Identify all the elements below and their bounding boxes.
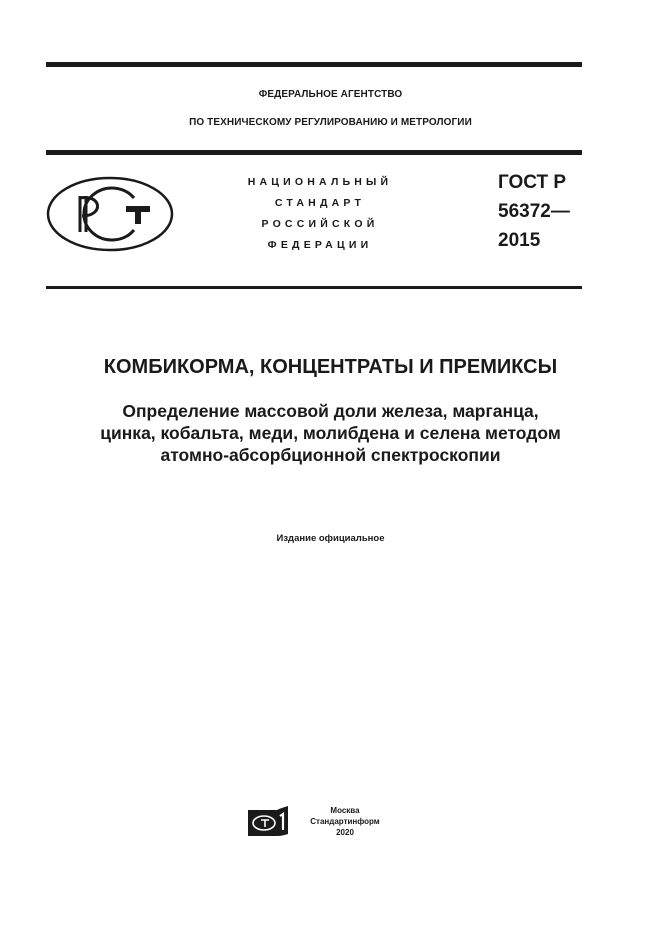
publisher-city: Москва [330,806,360,815]
rst-logo-icon [46,176,174,252]
subtitle-line: атомно-абсорбционной спектроскопии [160,445,501,465]
gost-designation [498,168,570,255]
top-rule [46,62,582,67]
publisher-name: Стандартинформ [310,817,380,826]
upper-standard-rule [46,150,582,155]
subtitle-line: цинка, кобальта, меди, молибдена и селена методом [100,423,561,443]
gost-line: 56372— [498,201,570,222]
gost-line: ГОСТ Р [498,172,567,193]
national-standard-label [240,172,400,256]
agency-line-1: ФЕДЕРАЛЬНОЕ АГЕНТСТВО [258,89,403,100]
publisher-info [300,805,390,838]
gost-line: 2015 [498,230,541,251]
lower-standard-rule [46,286,582,289]
agency-line-2: ПО ТЕХНИЧЕСКОМУ РЕГУЛИРОВАНИЮ И МЕТРОЛОГИИ [189,117,472,128]
document-title: КОМБИКОРМА, КОНЦЕНТРАТЫ И ПРЕМИКСЫ [103,356,558,378]
national-line: НАЦИОНАЛЬНЫЙ [247,176,393,188]
standartinform-logo-icon [247,806,289,836]
subtitle-line: Определение массовой доли железа, марганца, [122,401,539,421]
publication-year: 2020 [336,828,354,837]
national-line: СТАНДАРТ [274,197,366,209]
document-subtitle [40,400,621,466]
national-line: РОССИЙСКОЙ [261,218,379,230]
national-line: ФЕДЕРАЦИИ [267,239,373,251]
edition-label: Издание официальное [276,533,385,544]
